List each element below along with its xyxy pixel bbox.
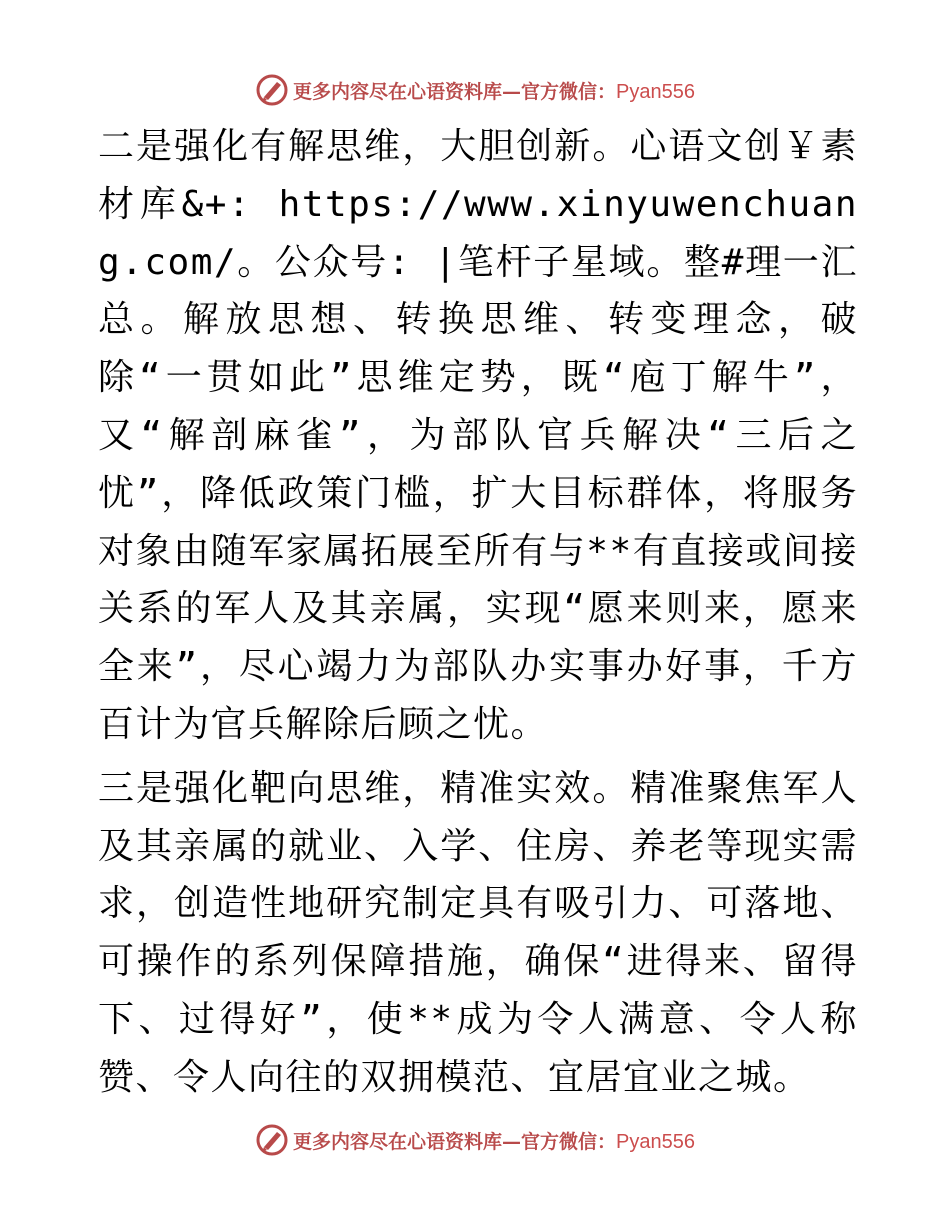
- watermark-text: [293, 77, 695, 104]
- watermark-label: 更多内容尽在心语资料库—官方微信：: [293, 80, 617, 103]
- footer-watermark: [0, 1120, 950, 1160]
- pen-logo-icon: [255, 1123, 289, 1157]
- document-body: [98, 118, 858, 1113]
- paragraph-1: 二是强化有解思维，大胆创新。心语文创￥素材库&+: https://www.xinyuwenchuang.com/。公众号: |笔杆子星域。整#理一汇总。解放思想、转换思维、转变理念，破除“一贯如此”思维定势，既“庖丁解牛”，又“解剖麻雀”，为部队官兵解决“三后之忧”，降低政策门槛，扩大目标群体，将服务对象由随军家属拓展至所有与**有直接或间接关系的军人及其亲属，实现“愿来则来，愿来全来”，尽心竭力为部队办实事办好事，千方百计为官兵解除后顾之忧。: [98, 126, 858, 745]
- watermark-text: [293, 1127, 695, 1154]
- watermark-label: 更多内容尽在心语资料库—官方微信：: [293, 1130, 617, 1153]
- watermark-brand: Pyan556: [616, 80, 695, 103]
- pen-logo-icon: [255, 73, 289, 107]
- watermark-brand: Pyan556: [616, 1130, 695, 1153]
- header-watermark: [0, 70, 950, 110]
- paragraph-2: 三是强化靶向思维，精准实效。精准聚焦军人及其亲属的就业、入学、住房、养老等现实需求，创造性地研究制定具有吸引力、可落地、可操作的系列保障措施，确保“进得来、留得下、过得好”，使**成为令人满意、令人称赞、令人向往的双拥模范、宜居宜业之城。: [98, 767, 858, 1098]
